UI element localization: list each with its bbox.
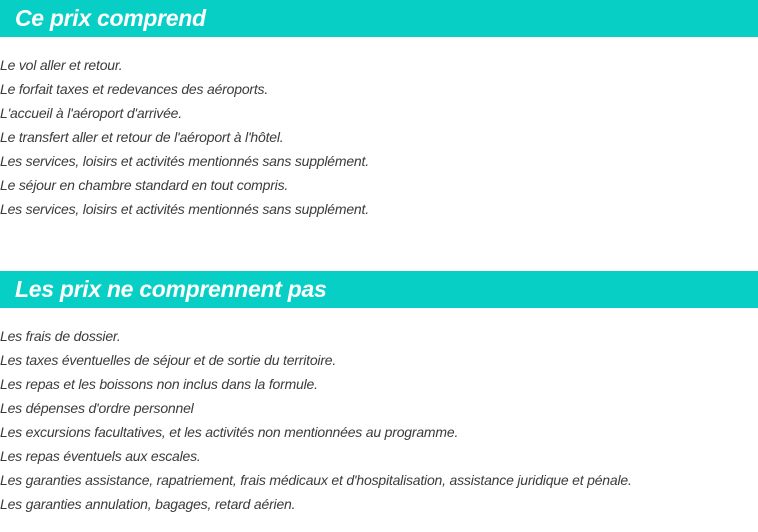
list-item: Les services, loisirs et activités mentionnés sans supplément. — [0, 201, 369, 217]
list-item: L'accueil à l'aéroport d'arrivée. — [0, 105, 182, 121]
list-item: Les services, loisirs et activités mentionnés sans supplément. — [0, 153, 369, 169]
list-item: Le séjour en chambre standard en tout compris. — [0, 177, 289, 193]
list-item: Les frais de dossier. — [0, 328, 121, 344]
included-list — [0, 53, 369, 221]
list-item: Les garanties annulation, bagages, retard aérien. — [0, 496, 296, 512]
list-item: Le forfait taxes et redevances des aéroports. — [0, 81, 269, 97]
list-item: Les repas éventuels aux escales. — [0, 448, 201, 464]
list-item: Les repas et les boissons non inclus dans la formule. — [0, 376, 318, 392]
list-item: Les excursions facultatives, et les activités non mentionnées au programme. — [0, 424, 459, 440]
list-item: Les taxes éventuelles de séjour et de sortie du territoire. — [0, 352, 337, 368]
list-item: Le transfert aller et retour de l'aéroport à l'hôtel. — [0, 129, 284, 145]
list-item: Les dépenses d'ordre personnel — [0, 400, 194, 416]
excluded-list — [0, 324, 632, 516]
included-section-title: Ce prix comprend — [0, 0, 758, 37]
excluded-section-title: Les prix ne comprennent pas — [0, 271, 758, 308]
list-item: Le vol aller et retour. — [0, 57, 123, 73]
list-item: Les garanties assistance, rapatriement, frais médicaux et d'hospitalisation, assistance juridique et pénale. — [0, 472, 632, 488]
